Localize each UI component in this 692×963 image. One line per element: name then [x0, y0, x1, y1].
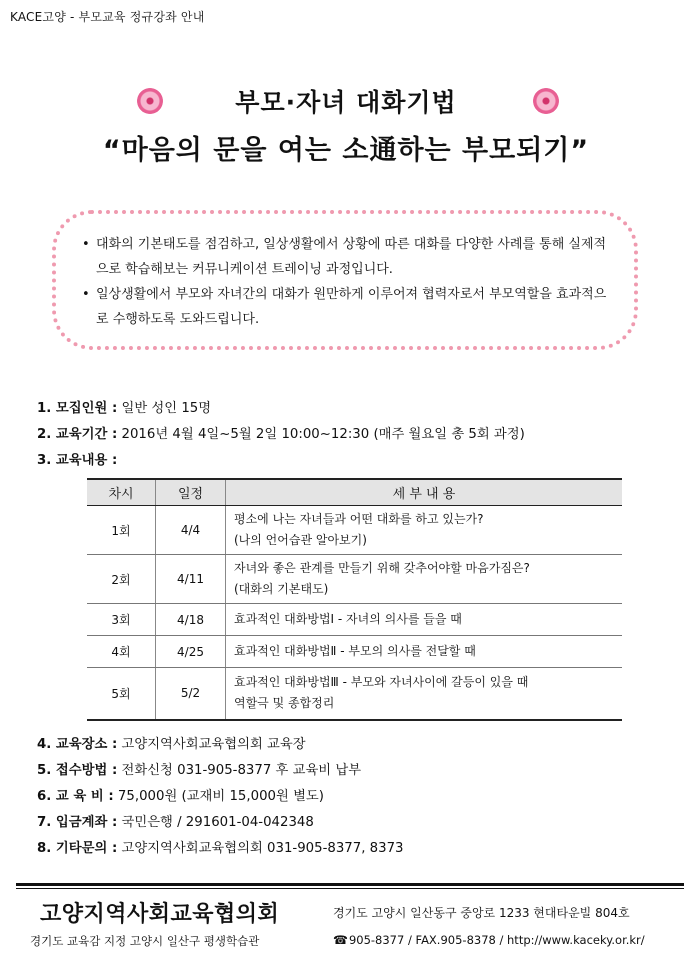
session-date: 5/2 [156, 668, 226, 720]
intro-bullet [82, 282, 610, 332]
session-content-line: 효과적인 대화방법Ⅲ - 부모와 자녀사이에 갈등이 있을 때 [234, 675, 529, 690]
info-label: 5. 접수방법 : [37, 763, 118, 778]
info-value: 일반 성인 15명 [121, 401, 212, 416]
session-content-line: 평소에 나는 자녀들과 어떤 대화를 하고 있는가? [234, 512, 484, 526]
org-designation: 경기도 교육감 지정 고양시 일산구 평생학습관 [30, 934, 260, 948]
contact-text: 905-8377 / FAX.905-8378 / http://www.kaceky.or.kr/ [348, 933, 645, 947]
org-name: 고양지역사회교육협의회 [40, 902, 280, 927]
session-content: 효과적인 대화방법Ⅱ - 부모의 의사를 전달할 때 [226, 636, 623, 668]
session-content [226, 555, 623, 604]
org-contact [333, 933, 645, 947]
info-value: 고양지역사회교육협의회 031-905-8377, 8373 [121, 841, 404, 856]
info-place [37, 733, 306, 752]
session-date: 4/4 [156, 506, 226, 555]
column-header: 세 부 내 용 [226, 479, 623, 506]
info-label: 4. 교육장소 : [37, 737, 118, 752]
session-number: 3회 [87, 604, 156, 636]
session-content-line: (나의 언어습관 알아보기) [234, 533, 367, 547]
info-value: 전화신청 031-905-8377 후 교육비 납부 [121, 763, 362, 778]
session-date: 4/11 [156, 555, 226, 604]
info-period [37, 423, 525, 442]
header-text: KACE고양 - 부모교육 정규강좌 안내 [10, 10, 205, 24]
session-content-line: (대화의 기본태도) [234, 582, 329, 596]
info-fee [37, 785, 324, 804]
info-label: 2. 교육기간 : [37, 427, 118, 442]
table-header-row [87, 479, 622, 506]
session-content [226, 506, 623, 555]
session-content-line: 역할극 및 종합정리 [234, 696, 335, 711]
intro-bullet [82, 232, 610, 282]
intro-box [52, 210, 638, 350]
info-value: 2016년 4월 4일~5월 2일 10:00~12:30 (매주 월요일 총 5회 과정) [121, 427, 525, 442]
table-row [87, 555, 622, 604]
footer-divider [16, 883, 684, 886]
info-label: 8. 기타문의 : [37, 841, 118, 856]
session-content-line: 자녀와 좋은 관계를 만들기 위해 갖추어야할 마음가짐은? [234, 561, 530, 575]
table-row [87, 506, 622, 555]
table-row [87, 636, 622, 668]
phone-icon: ☎ [333, 933, 348, 947]
session-date: 4/25 [156, 636, 226, 668]
title-subtitle: “마음의 문을 여는 소通하는 부모되기” [102, 135, 590, 166]
bullet-icon: • [82, 287, 90, 302]
table-row [87, 668, 622, 720]
info-value: 75,000원 (교재비 15,000원 별도) [117, 789, 324, 804]
info-label: 6. 교 육 비 : [37, 789, 114, 804]
session-number: 1회 [87, 506, 156, 555]
footer-divider [16, 888, 684, 889]
session-number: 2회 [87, 555, 156, 604]
info-label: 1. 모집인원 : [37, 401, 118, 416]
title-main: 부모·자녀 대화기법 [235, 88, 457, 117]
info-value: 고양지역사회교육협의회 교육장 [121, 737, 306, 752]
session-number: 5회 [87, 668, 156, 720]
info-content [37, 449, 117, 468]
schedule-table [87, 478, 622, 721]
session-date: 4/18 [156, 604, 226, 636]
table-row [87, 604, 622, 636]
intro-bullet-text: 일상생활에서 부모와 자녀간의 대화가 원만하게 이루어져 협력자로서 부모역할을 효과적으로 수행하도록 도와드립니다. [96, 287, 607, 327]
session-content [226, 668, 623, 720]
column-header: 차시 [87, 479, 156, 506]
info-inquiry [37, 837, 404, 856]
info-label: 3. 교육내용 : [37, 453, 118, 468]
info-value: 국민은행 / 291601-04-042348 [121, 815, 314, 830]
session-number: 4회 [87, 636, 156, 668]
info-apply [37, 759, 361, 778]
session-content: 효과적인 대화방법Ⅰ - 자녀의 의사를 들을 때 [226, 604, 623, 636]
intro-bullet-text: 대화의 기본태도를 점검하고, 일상생활에서 상황에 따른 대화를 다양한 사례를 통해 실제적으로 학습해보는 커뮤니케이션 트레이닝 과정입니다. [96, 237, 607, 277]
column-header: 일정 [156, 479, 226, 506]
bullet-icon: • [82, 237, 90, 252]
info-label: 7. 입금계좌 : [37, 815, 118, 830]
info-recruit [37, 397, 211, 416]
info-account [37, 811, 314, 830]
org-address: 경기도 고양시 일산동구 중앙로 1233 현대타운빌 804호 [333, 906, 630, 920]
